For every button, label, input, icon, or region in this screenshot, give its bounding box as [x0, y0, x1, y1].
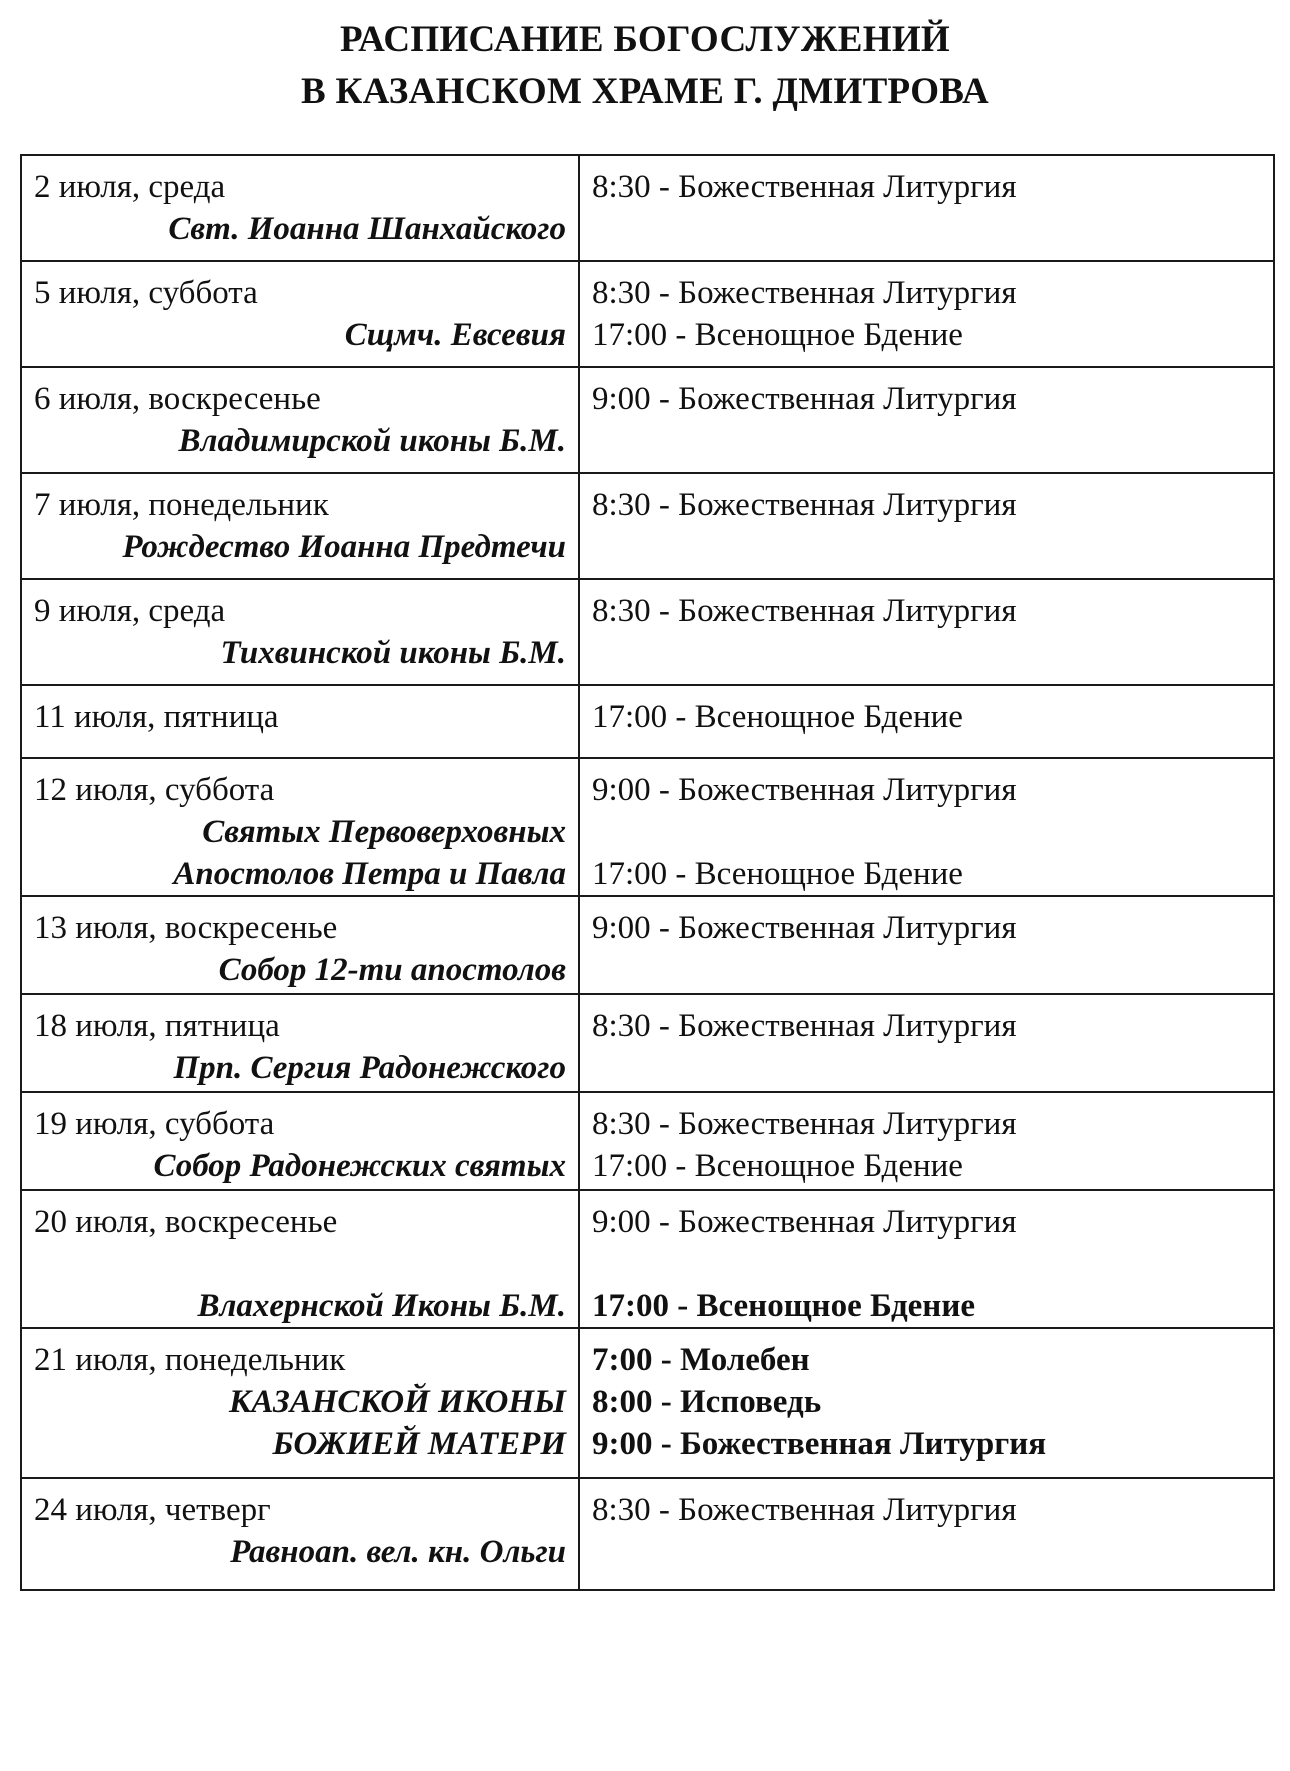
- service-date: 12 июля, суббота: [34, 772, 275, 808]
- services-cell: [579, 1478, 1274, 1590]
- date-cell: [21, 994, 579, 1092]
- schedule-body: [21, 155, 1274, 1590]
- services-cell: [579, 896, 1274, 994]
- date-cell: [21, 1328, 579, 1478]
- schedule-table: [20, 154, 1275, 1591]
- schedule-row: [21, 896, 1274, 994]
- service-item: 9:00 - Божественная Литургия: [592, 910, 1017, 946]
- schedule-row: [21, 473, 1274, 579]
- service-date: 9 июля, среда: [34, 593, 226, 629]
- date-cell: [21, 155, 579, 261]
- service-item: 8:30 - Божественная Литургия: [592, 169, 1017, 205]
- service-date: 18 июля, пятница: [34, 1008, 280, 1044]
- schedule-row: [21, 579, 1274, 685]
- services-cell: [579, 367, 1274, 473]
- service-item: 9:00 - Божественная Литургия: [592, 1426, 1047, 1462]
- feast-name: БОЖИЕЙ МАТЕРИ: [272, 1426, 566, 1462]
- service-item: 8:30 - Божественная Литургия: [592, 275, 1017, 311]
- date-cell: [21, 896, 579, 994]
- service-item: 8:30 - Божественная Литургия: [592, 1106, 1017, 1142]
- feast-name: Прп. Сергия Радонежского: [173, 1050, 566, 1086]
- feast-name: КАЗАНСКОЙ ИКОНЫ: [228, 1384, 566, 1420]
- service-date: 2 июля, среда: [34, 169, 226, 205]
- service-date: 5 июля, суббота: [34, 275, 258, 311]
- service-item: 8:00 - Исповедь: [592, 1384, 822, 1420]
- services-cell: [579, 155, 1274, 261]
- services-cell: [579, 1092, 1274, 1190]
- services-cell: [579, 758, 1274, 896]
- date-cell: [21, 473, 579, 579]
- service-item: 8:30 - Божественная Литургия: [592, 593, 1017, 629]
- feast-name: Влахернской Иконы Б.М.: [197, 1288, 566, 1324]
- service-item: 8:30 - Божественная Литургия: [592, 1008, 1017, 1044]
- feast-name: Сщмч. Евсевия: [344, 317, 566, 353]
- date-cell: [21, 1190, 579, 1328]
- schedule-row: [21, 1328, 1274, 1478]
- schedule-row: [21, 758, 1274, 896]
- services-cell: [579, 994, 1274, 1092]
- service-item: 8:30 - Божественная Литургия: [592, 1492, 1017, 1528]
- service-item: 9:00 - Божественная Литургия: [592, 1204, 1017, 1240]
- service-item: 17:00 - Всенощное Бдение: [592, 1148, 963, 1184]
- feast-name: Свт. Иоанна Шанхайского: [168, 211, 566, 247]
- service-item: 9:00 - Божественная Литургия: [592, 381, 1017, 417]
- feast-name: Собор Радонежских святых: [153, 1148, 566, 1184]
- feast-name: Рождество Иоанна Предтечи: [122, 529, 566, 565]
- spacer: [592, 811, 1261, 853]
- services-cell: [579, 473, 1274, 579]
- service-date: 13 июля, воскресенье: [34, 910, 338, 946]
- service-date: 11 июля, пятница: [34, 699, 279, 735]
- schedule-row: [21, 155, 1274, 261]
- date-cell: [21, 1092, 579, 1190]
- services-cell: [579, 1328, 1274, 1478]
- feast-name: Владимирской иконы Б.М.: [178, 423, 566, 459]
- service-date: 19 июля, суббота: [34, 1106, 275, 1142]
- date-cell: [21, 579, 579, 685]
- service-item: 8:30 - Божественная Литургия: [592, 487, 1017, 523]
- services-cell: [579, 1190, 1274, 1328]
- services-cell: [579, 579, 1274, 685]
- schedule-row: [21, 685, 1274, 758]
- date-cell: [21, 758, 579, 896]
- page-subtitle: В КАЗАНСКОМ ХРАМЕ Г. ДМИТРОВА: [301, 71, 989, 112]
- feast-name: Равноап. вел. кн. Ольги: [230, 1534, 566, 1570]
- spacer: [592, 1243, 1261, 1285]
- schedule-row: [21, 1478, 1274, 1590]
- feast-name: Святых Первоверховных: [202, 814, 566, 850]
- service-item: 7:00 - Молебен: [592, 1342, 810, 1378]
- spacer: [34, 1243, 566, 1285]
- schedule-row: [21, 367, 1274, 473]
- service-date: 20 июля, воскресенье: [34, 1204, 338, 1240]
- service-item: 17:00 - Всенощное Бдение: [592, 856, 963, 892]
- schedule-row: [21, 1092, 1274, 1190]
- schedule-row: [21, 994, 1274, 1092]
- services-cell: [579, 685, 1274, 758]
- services-cell: [579, 261, 1274, 367]
- service-date: 7 июля, понедельник: [34, 487, 329, 523]
- service-item: 17:00 - Всенощное Бдение: [592, 1288, 975, 1324]
- service-date: 6 июля, воскресенье: [34, 381, 321, 417]
- date-cell: [21, 261, 579, 367]
- feast-name: Апостолов Петра и Павла: [173, 856, 566, 892]
- feast-name: Тихвинской иконы Б.М.: [220, 635, 566, 671]
- service-item: 17:00 - Всенощное Бдение: [592, 699, 963, 735]
- date-cell: [21, 367, 579, 473]
- date-cell: [21, 1478, 579, 1590]
- service-date: 21 июля, понедельник: [34, 1342, 346, 1378]
- feast-name: Собор 12-ти апостолов: [218, 952, 566, 988]
- service-item: 9:00 - Божественная Литургия: [592, 772, 1017, 808]
- schedule-row: [21, 1190, 1274, 1328]
- page-title: РАСПИСАНИЕ БОГОСЛУЖЕНИЙ: [340, 19, 950, 60]
- schedule-row: [21, 261, 1274, 367]
- service-date: 24 июля, четверг: [34, 1492, 271, 1528]
- service-item: 17:00 - Всенощное Бдение: [592, 317, 963, 353]
- date-cell: [21, 685, 579, 758]
